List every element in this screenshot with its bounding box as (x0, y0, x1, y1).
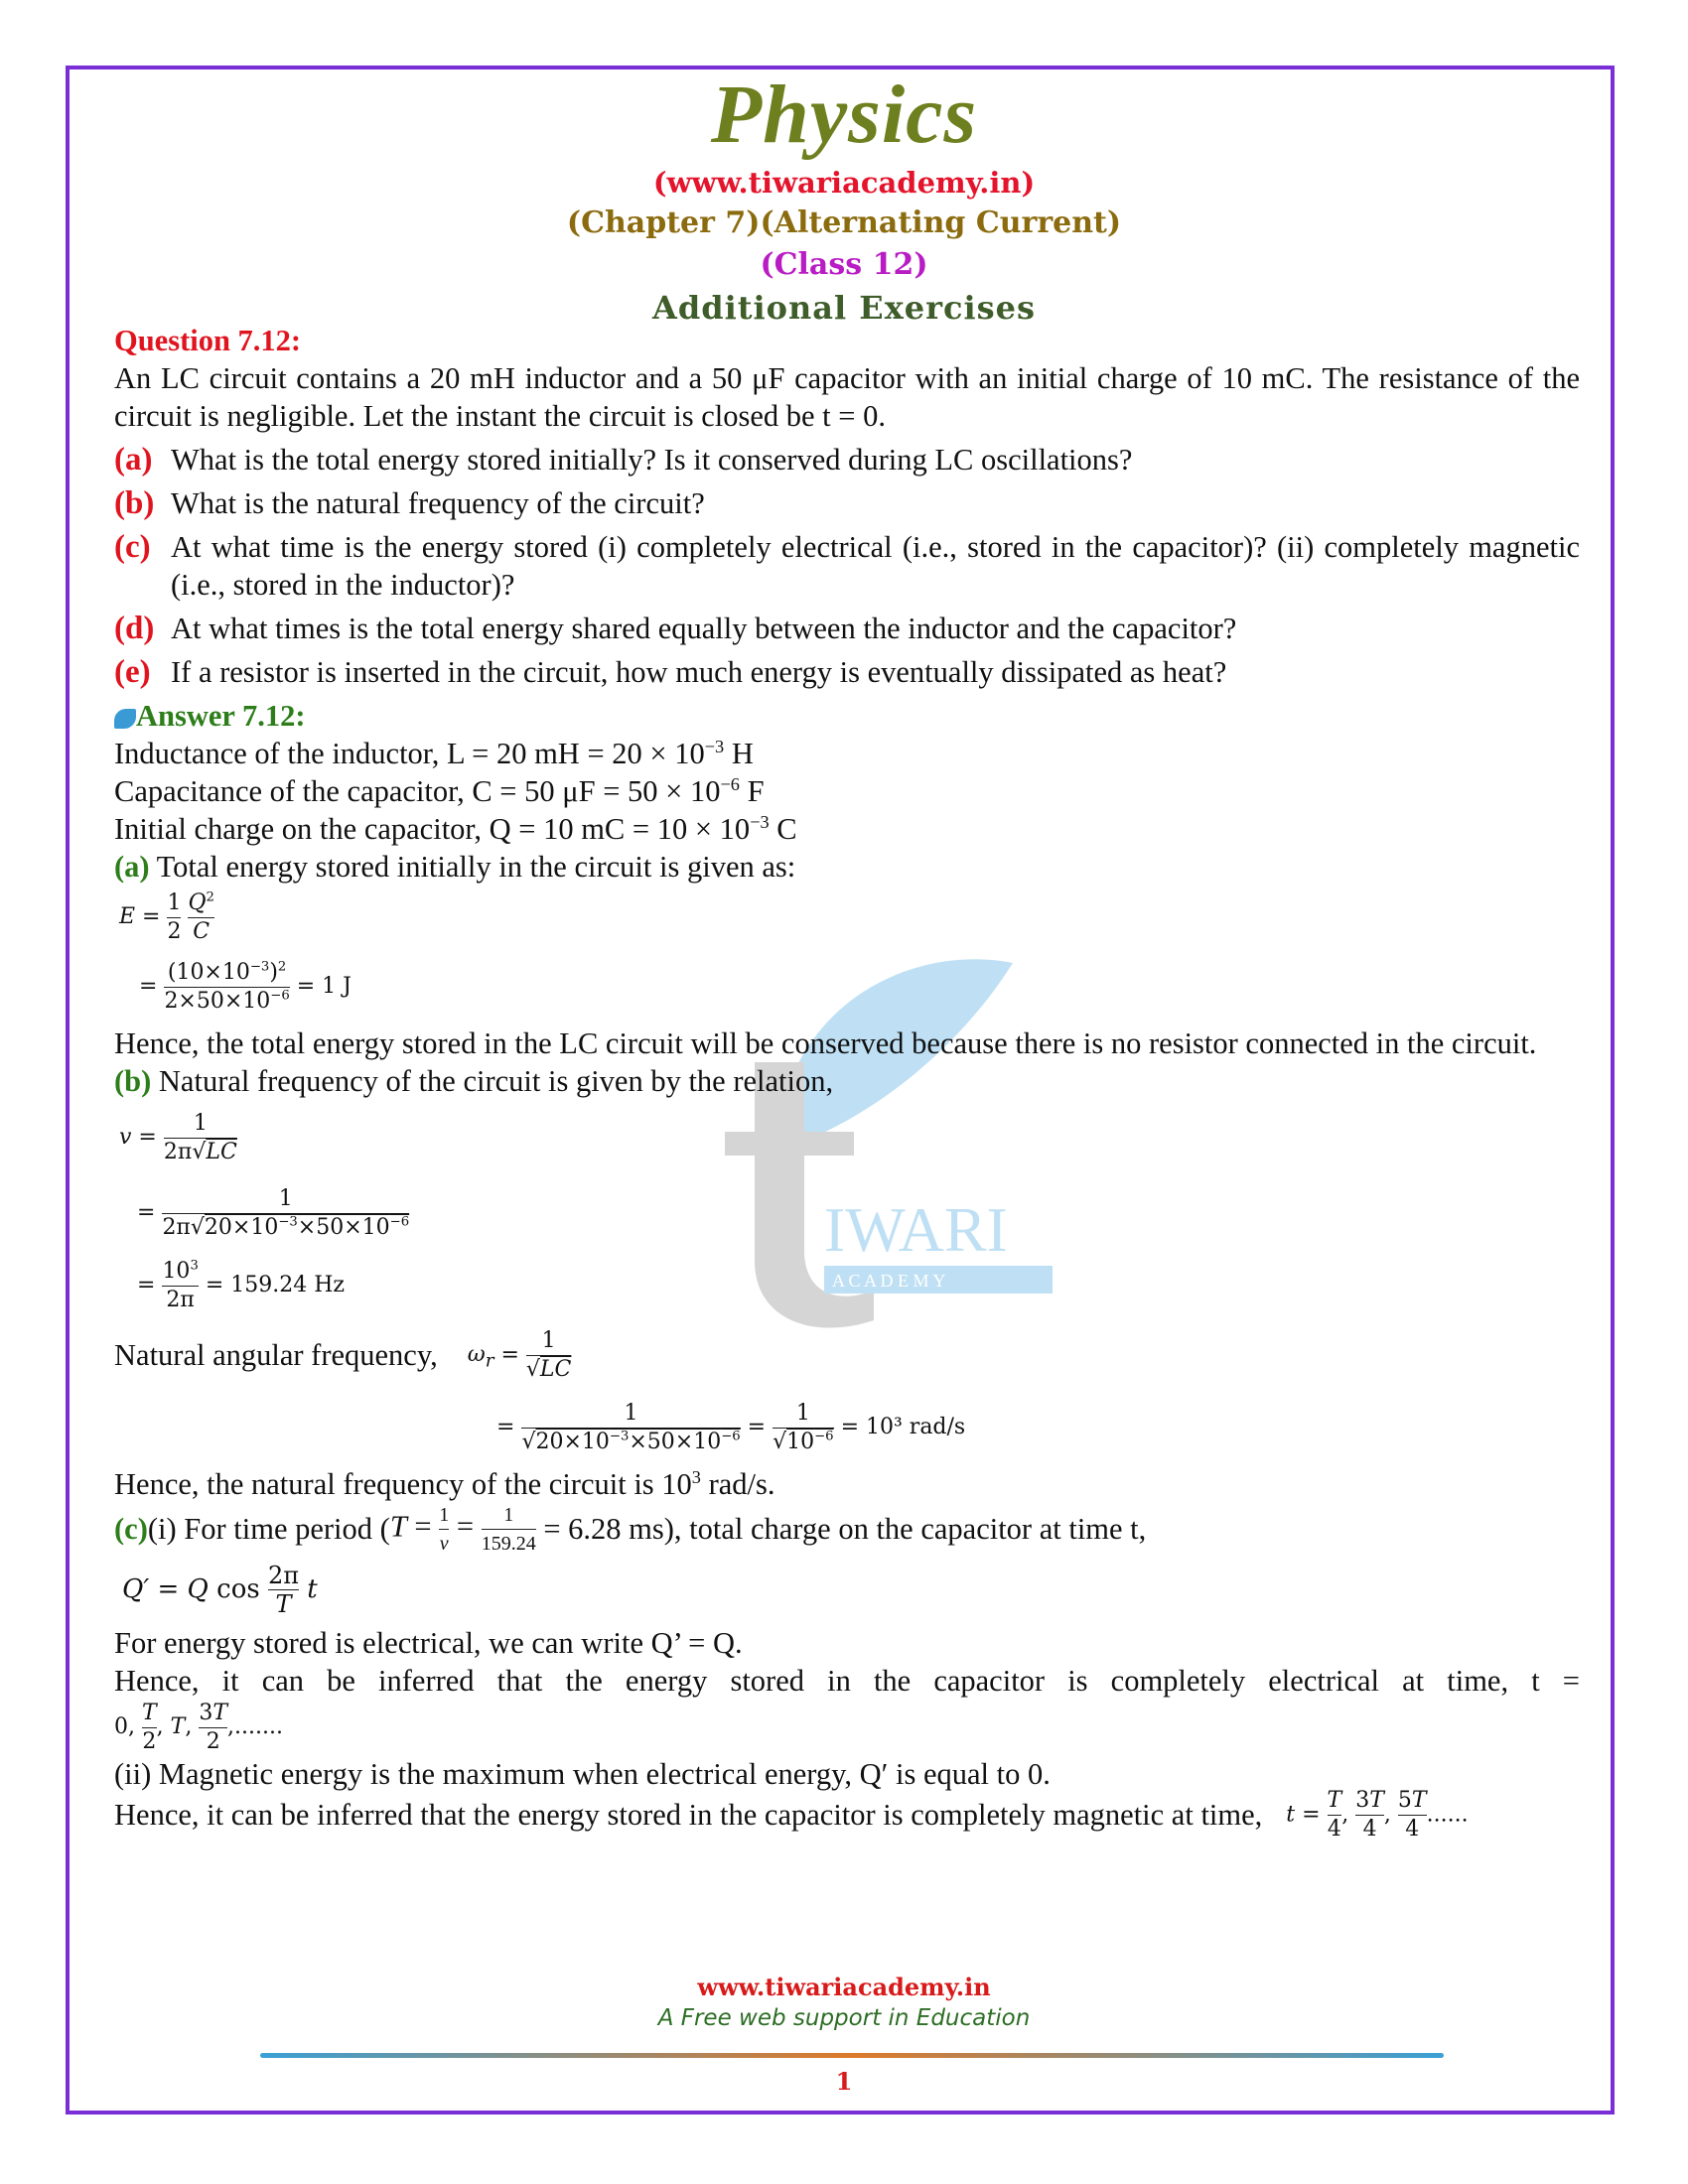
watermark-subtext: A C A D E M Y (832, 1271, 946, 1291)
electrical-note: For energy stored is electrical, we can write Q’ = Q. (114, 1626, 743, 1660)
angular-frequency-equation: = 1 $√20\times 10^{-3}\times 50\times 10^{-6}$ = $\frac{1}{√10^{-6}}$ = 10³ rad/s (496, 1400, 966, 1454)
frequency-result: = 159.24 Hz (205, 1273, 346, 1297)
content-body (114, 322, 1580, 1842)
page-header (0, 66, 1688, 330)
site-link[interactable]: (www.tiwariacademy.in) (652, 166, 1036, 200)
question-part-a (114, 441, 1580, 478)
question-part-c (114, 528, 1580, 604)
question-part-d (114, 610, 1580, 647)
magnetic-conclusion-line: Hence, it can be inferred that the energy stored in the capacitor is completely magnetic at time, t = $\frac{T}{4}$ , $\frac{3T}{4}$ , $\frac{5T}{4}$ ...... (114, 1787, 1469, 1842)
energy-equation: E = 1 2 $Q^2$ C = $(10\times 10^{-3})^2$ $2\times 50\times 10^{-6}$ = 1 J (119, 889, 352, 1014)
magnetic-note: (ii) Magnetic energy is the maximum when electrical energy, Q′ is equal to 0. (114, 1757, 1051, 1791)
page-title: Physics (710, 68, 978, 161)
charge-equation: Q′ = Q cos 2π T t (122, 1561, 318, 1618)
question-part-e (114, 653, 1580, 691)
answer-label: Answer 7.12: (136, 699, 306, 733)
answer-part-c-intro: (c) (i) For time period ( T = $\frac{1}{v}$ = $\frac{1}{159.24}$ = 6.28 ms ), total charge on the capacitor at time t, (114, 1503, 1580, 1555)
part-text: At what time is the energy stored (i) completely electrical (i.e., stored in the capacitor)? (ii) completely magnetic (i.e., stored in the inductor)? (171, 530, 1580, 602)
part-label: (d) (114, 611, 155, 646)
question-intro: An LC circuit contains a 20 mH inductor and a 50 μF capacitor with an initial charge of 10 mC. The resistance of the circuit is negligible. Let the instant the circuit is closed be t = 0. (114, 361, 1580, 433)
page-footer (0, 1972, 1688, 2033)
chapter-title: (Chapter 7)(Alternating Current) (566, 205, 1122, 240)
part-text: At what times is the total energy shared equally between the inductor and the capacitor? (171, 612, 1237, 645)
answer-part-b-conclusion: Hence, the natural frequency of the circuit is $10^3$ rad/s. (114, 1466, 775, 1501)
given-inductance: Inductance of the inductor, L = 20 mH = $20 \times 10^{-3}$ H (114, 736, 754, 770)
part-label: (b) (114, 485, 155, 521)
part-text: What is the natural frequency of the circuit? (171, 486, 705, 520)
part-text: If a resistor is inserted in the circuit, how much energy is eventually dissipated as heat? (171, 655, 1227, 689)
footer-tagline: A Free web support in Education (657, 2005, 1031, 2031)
question-label: Question 7.12: (114, 324, 302, 357)
footer-site-link[interactable]: www.tiwariacademy.in (697, 1973, 991, 2001)
page-number: 1 (835, 2067, 853, 2096)
given-capacitance: Capacitance of the capacitor, C = 50 $\mu F = 50 \times 10^{-6}$ F (114, 773, 765, 808)
answer-part-a-conclusion: Hence, the total energy stored in the LC circuit will be conserved because there is no resistor connected in the circuit. (114, 1026, 1537, 1060)
part-label: (c) (114, 529, 151, 565)
watermark-text: IWARI (824, 1194, 1008, 1265)
answer-part-a-intro: (a) Total energy stored initially in the circuit is given as: (114, 850, 796, 884)
electrical-conclusion: Hence, it can be inferred that the energy stored in the capacitor is completely electrical at time, t = (114, 1664, 1580, 1698)
answer-part-b-intro: (b) Natural frequency of the circuit is given by the relation, (114, 1064, 834, 1098)
leaf-icon (114, 709, 136, 729)
question-part-b (114, 484, 1580, 522)
part-label: (e) (114, 654, 151, 690)
given-charge: Initial charge on the capacitor, Q = 10 mC = $10 \times 10^{-3}$ C (114, 811, 797, 846)
electrical-times: 0, T 2 , T , 3T 2 ,....... (114, 1700, 283, 1754)
part-label: (a) (114, 442, 153, 478)
frequency-equation: v = 1 2π√LC = 1 $2\pi√20\times 10^{-3}\times 50\times 10^{-6}$ = $\frac{10^3}{2\pi}$ = 159.24 Hz (119, 1110, 410, 1312)
footer-divider (260, 2053, 1444, 2058)
angular-frequency-line: Natural angular frequency, $\omega_r$ = $\frac{1}{√LC}$ (114, 1327, 572, 1382)
class-label: (Class 12) (760, 247, 928, 282)
section-heading: Additional Exercises (651, 289, 1037, 327)
part-text: What is the total energy stored initially? Is it conserved during LC oscillations? (171, 443, 1133, 477)
